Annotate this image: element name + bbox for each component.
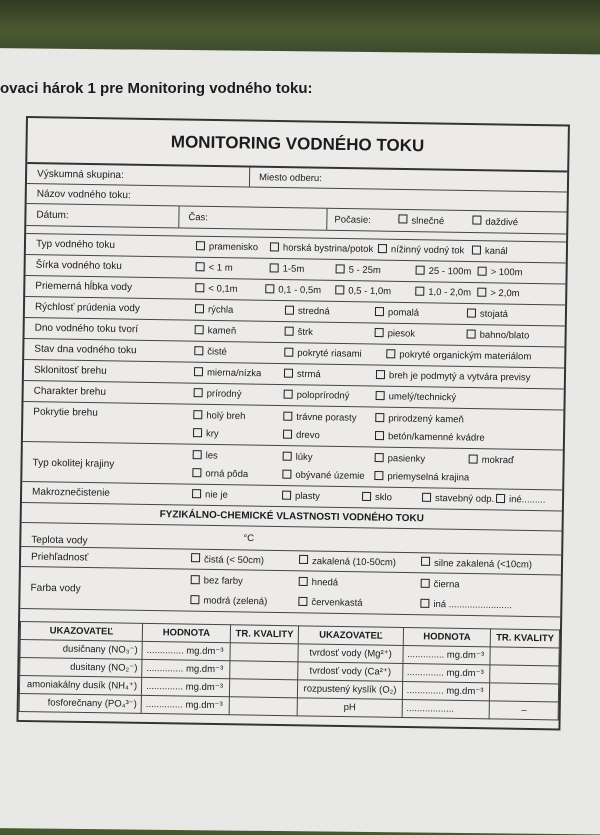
checkbox-icon bbox=[284, 348, 293, 357]
option-checkbox[interactable]: < 1 m bbox=[196, 262, 233, 274]
checkbox-icon bbox=[478, 267, 487, 276]
checkbox-icon bbox=[196, 241, 205, 250]
option-checkbox[interactable]: horská bystrina/potok bbox=[270, 242, 373, 255]
option-checkbox[interactable]: bahno/blato bbox=[467, 329, 530, 341]
table-cell[interactable]: .............. mg.dm⁻³ bbox=[402, 663, 490, 682]
col-header: UKAZOVATEĽ bbox=[20, 621, 142, 641]
farba-opt-0[interactable]: bez farby bbox=[191, 576, 243, 588]
priehladnost-label: Priehľadnosť bbox=[30, 551, 89, 564]
option-checkbox[interactable]: plasty bbox=[282, 491, 320, 503]
checkbox-icon bbox=[421, 557, 430, 566]
table-cell bbox=[490, 647, 559, 666]
option-checkbox[interactable]: mokraď bbox=[469, 454, 514, 466]
checkbox-icon bbox=[376, 391, 385, 400]
checkbox-icon bbox=[375, 307, 384, 316]
checkbox-icon bbox=[285, 327, 294, 336]
option-checkbox[interactable]: pramenisko bbox=[196, 241, 258, 253]
option-checkbox[interactable]: pomalá bbox=[375, 307, 419, 319]
checkbox-icon bbox=[386, 349, 395, 358]
checkbox-icon bbox=[191, 554, 200, 563]
checkbox-icon bbox=[282, 470, 291, 479]
checkbox-icon bbox=[283, 411, 292, 420]
checkbox-icon bbox=[192, 489, 201, 498]
table-cell[interactable]: .............. mg.dm⁻³ bbox=[142, 641, 230, 660]
farba-opt2-2[interactable]: iná ........................ bbox=[420, 599, 512, 611]
option-checkbox[interactable]: < 0,1m bbox=[195, 283, 237, 295]
checkbox-icon bbox=[422, 493, 431, 502]
checkbox-icon bbox=[467, 308, 476, 317]
checkbox-icon bbox=[375, 431, 384, 440]
option-checkbox[interactable]: nie je bbox=[192, 489, 228, 501]
checkbox-icon bbox=[285, 306, 294, 315]
option-checkbox[interactable]: les bbox=[193, 450, 218, 461]
checkbox-icon bbox=[193, 428, 202, 437]
col-header: UKAZOVATEĽ bbox=[299, 626, 404, 646]
option-checkbox[interactable]: priemyselná krajina bbox=[374, 471, 469, 483]
checkbox-icon bbox=[477, 288, 486, 297]
option-checkbox[interactable]: umelý/technický bbox=[376, 391, 457, 403]
col-header: TR. KVALITY bbox=[230, 625, 299, 644]
checkbox-icon bbox=[265, 284, 274, 293]
option-checkbox[interactable]: 5 - 25m bbox=[336, 264, 381, 276]
table-cell bbox=[490, 683, 559, 702]
checkbox-icon bbox=[469, 454, 478, 463]
checkbox-icon bbox=[416, 266, 425, 275]
checkbox-icon bbox=[195, 283, 204, 292]
form-title: MONITORING VODNÉHO TOKU bbox=[27, 118, 568, 172]
option-checkbox[interactable]: čisté bbox=[194, 346, 227, 358]
option-checkbox[interactable]: 1-5m bbox=[270, 263, 305, 275]
option-checkbox[interactable]: rýchla bbox=[195, 304, 234, 316]
nazov-label: Názov vodného toku: bbox=[36, 188, 131, 201]
checkbox-icon bbox=[375, 413, 384, 422]
checkbox-icon bbox=[284, 369, 293, 378]
row-label: Priemerná hĺbka vody bbox=[35, 280, 133, 294]
farba-label: Farba vody bbox=[30, 582, 81, 594]
checkbox-icon bbox=[421, 579, 430, 588]
col-header: HODNOTA bbox=[142, 623, 230, 642]
table-cell bbox=[230, 643, 299, 662]
checkbox-icon bbox=[299, 555, 308, 564]
checkbox-icon bbox=[378, 244, 387, 253]
option-checkbox[interactable]: iné......... bbox=[496, 494, 546, 506]
checkbox-icon bbox=[375, 328, 384, 337]
option-checkbox[interactable]: > 2,0m bbox=[477, 288, 519, 300]
teplota-unit: °C bbox=[243, 532, 255, 544]
option-checkbox[interactable]: štrk bbox=[285, 327, 313, 338]
option-checkbox[interactable]: holý breh bbox=[193, 410, 245, 422]
row-label: Typ vodného toku bbox=[35, 238, 116, 251]
table-cell[interactable]: .............. mg.dm⁻³ bbox=[141, 695, 229, 714]
col-header: HODNOTA bbox=[403, 627, 491, 646]
checkbox-icon bbox=[472, 216, 481, 225]
row-label: Dno vodného toku tvorí bbox=[34, 322, 139, 336]
option-checkbox[interactable]: stavebný odp. bbox=[422, 493, 494, 505]
checkbox-icon bbox=[415, 287, 424, 296]
checkbox-icon bbox=[362, 492, 371, 501]
option-checkbox[interactable]: 0,5 - 1,0m bbox=[335, 285, 391, 297]
checkbox-icon bbox=[194, 346, 203, 355]
checkbox-icon bbox=[496, 494, 505, 503]
checkbox-icon bbox=[283, 430, 292, 439]
checkbox-icon bbox=[190, 595, 199, 604]
checkbox-icon bbox=[472, 246, 481, 255]
section-title: FYZIKÁLNO-CHEMICKÉ VLASTNOSTI VODNÉHO TOKU bbox=[22, 503, 562, 531]
table-cell: dusičnany (NO₃⁻) bbox=[20, 639, 142, 659]
table-cell bbox=[229, 697, 298, 716]
option-checkbox[interactable]: orná pôda bbox=[192, 468, 248, 480]
table-cell bbox=[490, 665, 559, 684]
table-cell[interactable]: .................. bbox=[402, 699, 490, 718]
row-label: Rýchlosť prúdenia vody bbox=[34, 301, 140, 315]
checkbox-icon bbox=[191, 576, 200, 585]
table-cell: rozpustený kyslík (O₂) bbox=[298, 680, 403, 700]
table-cell[interactable]: .............. mg.dm⁻³ bbox=[142, 659, 230, 678]
checkbox-icon bbox=[398, 215, 407, 224]
option-checkbox[interactable]: breh je podmytý a vytvára previsy bbox=[376, 370, 531, 383]
option-checkbox[interactable]: > 100m bbox=[478, 267, 523, 279]
row-label: Pokrytie brehu bbox=[33, 406, 98, 419]
slnecne-checkbox[interactable]: slnečné bbox=[398, 215, 444, 227]
checkbox-icon bbox=[335, 285, 344, 294]
row-label: Sklonitosť brehu bbox=[33, 364, 107, 377]
checkbox-icon bbox=[194, 367, 203, 376]
row-label: Makroznečistenie bbox=[32, 486, 110, 499]
option-checkbox[interactable]: poloprírodný bbox=[284, 390, 350, 402]
checkbox-icon bbox=[467, 329, 476, 338]
option-checkbox[interactable]: kanál bbox=[472, 246, 508, 258]
row-label: Stav dna vodného toku bbox=[34, 343, 137, 357]
option-checkbox[interactable]: prirodzený kameň bbox=[375, 413, 464, 425]
checkbox-icon bbox=[192, 468, 201, 477]
pocasie-label: Počasie: bbox=[334, 213, 371, 226]
table-cell bbox=[230, 661, 299, 680]
farba-row bbox=[20, 567, 561, 617]
checkbox-icon bbox=[196, 262, 205, 271]
table-cell: dusitany (NO₂⁻) bbox=[20, 657, 142, 677]
option-checkbox[interactable]: betón/kamenné kvádre bbox=[375, 431, 485, 444]
cas-label: Čas: bbox=[188, 211, 209, 223]
datum-label: Dátum: bbox=[36, 209, 69, 221]
option-checkbox[interactable]: 25 - 100m bbox=[416, 266, 472, 278]
farba-opt-1[interactable]: hnedá bbox=[299, 577, 339, 589]
option-checkbox[interactable]: kameň bbox=[195, 325, 237, 337]
table-cell: pH bbox=[297, 698, 402, 718]
checkbox-icon bbox=[284, 390, 293, 399]
table-cell[interactable]: .............. mg.dm⁻³ bbox=[403, 645, 491, 664]
prieh-opt-0[interactable]: čistá (< 50cm) bbox=[191, 554, 264, 566]
checkbox-icon bbox=[420, 599, 429, 608]
prieh-opt-2[interactable]: silne zakalená (<10cm) bbox=[421, 557, 532, 570]
checkbox-icon bbox=[283, 451, 292, 460]
checkbox-icon bbox=[270, 263, 279, 272]
table-cell[interactable]: .............. mg.dm⁻³ bbox=[402, 681, 490, 700]
checkbox-icon bbox=[193, 450, 202, 459]
farba-opt-2[interactable]: čierna bbox=[421, 579, 460, 591]
option-checkbox[interactable]: trávne porasty bbox=[283, 411, 356, 423]
checkbox-icon bbox=[374, 471, 383, 480]
option-checkbox[interactable]: drevo bbox=[283, 430, 320, 442]
table-cell: fosforečnany (PO₄³⁻) bbox=[19, 693, 141, 713]
checkbox-icon bbox=[298, 597, 307, 606]
option-checkbox[interactable]: prírodný bbox=[194, 388, 242, 400]
option-checkbox[interactable]: sklo bbox=[362, 492, 392, 503]
col-header: TR. KVALITY bbox=[491, 629, 560, 648]
checkbox-icon bbox=[299, 577, 308, 586]
option-checkbox[interactable]: strmá bbox=[284, 369, 321, 381]
table-cell: tvrdosť vody (Mg²⁺) bbox=[298, 644, 403, 664]
option-checkbox[interactable]: kry bbox=[193, 428, 219, 439]
checkbox-icon bbox=[195, 325, 204, 334]
page-heading: ovaci hárok 1 pre Monitoring vodného toku: bbox=[0, 80, 313, 97]
indicator-table bbox=[19, 621, 560, 720]
dazdive-checkbox[interactable]: daždivé bbox=[472, 216, 518, 228]
table-cell[interactable]: .............. mg.dm⁻³ bbox=[141, 677, 229, 696]
prieh-opt-1[interactable]: zakalená (10-50cm) bbox=[299, 555, 396, 568]
checkbox-icon bbox=[195, 304, 204, 313]
farba-opt2-1[interactable]: červenkastá bbox=[298, 597, 362, 609]
monitoring-form bbox=[16, 116, 569, 730]
miesto-label: Miesto odberu: bbox=[258, 171, 322, 184]
checkbox-icon bbox=[375, 453, 384, 462]
checkbox-icon bbox=[194, 388, 203, 397]
checkbox-icon bbox=[376, 370, 385, 379]
table-cell: tvrdosť vody (Ca²⁺) bbox=[298, 662, 403, 682]
option-checkbox[interactable]: piesok bbox=[375, 328, 416, 340]
checkbox-icon bbox=[270, 242, 279, 251]
row-label: Typ okolitej krajiny bbox=[32, 458, 115, 471]
option-checkbox[interactable]: lúky bbox=[283, 451, 313, 462]
farba-opt2-0[interactable]: modrá (zelená) bbox=[190, 595, 267, 607]
row-label: Charakter brehu bbox=[33, 385, 107, 398]
option-checkbox[interactable]: pasienky bbox=[375, 453, 426, 465]
skupina-label: Výskumná skupina: bbox=[37, 168, 124, 181]
table-cell bbox=[229, 679, 298, 698]
option-checkbox[interactable]: stojatá bbox=[467, 308, 508, 320]
table-cell: amoniakálny dusík (NH₄⁺) bbox=[19, 675, 141, 695]
option-checkbox[interactable]: obývané územie bbox=[282, 470, 364, 482]
option-checkbox[interactable]: 1,0 - 2,0m bbox=[415, 287, 471, 299]
table-cell: – bbox=[490, 701, 559, 720]
teplota-label: Teplota vody bbox=[31, 534, 88, 547]
checkbox-icon bbox=[193, 410, 202, 419]
option-checkbox[interactable]: nížinný vodný tok bbox=[378, 244, 465, 256]
option-checkbox[interactable]: 0,1 - 0,5m bbox=[265, 284, 321, 296]
row-label: Šírka vodného toku bbox=[35, 259, 122, 273]
option-checkbox[interactable]: pokryté organickým materiálom bbox=[386, 349, 531, 362]
option-checkbox[interactable]: stredná bbox=[285, 306, 330, 318]
option-checkbox[interactable]: pokryté riasami bbox=[284, 348, 362, 360]
checkbox-icon bbox=[336, 264, 345, 273]
checkbox-icon bbox=[282, 491, 291, 500]
option-checkbox[interactable]: mierna/nízka bbox=[194, 367, 262, 379]
